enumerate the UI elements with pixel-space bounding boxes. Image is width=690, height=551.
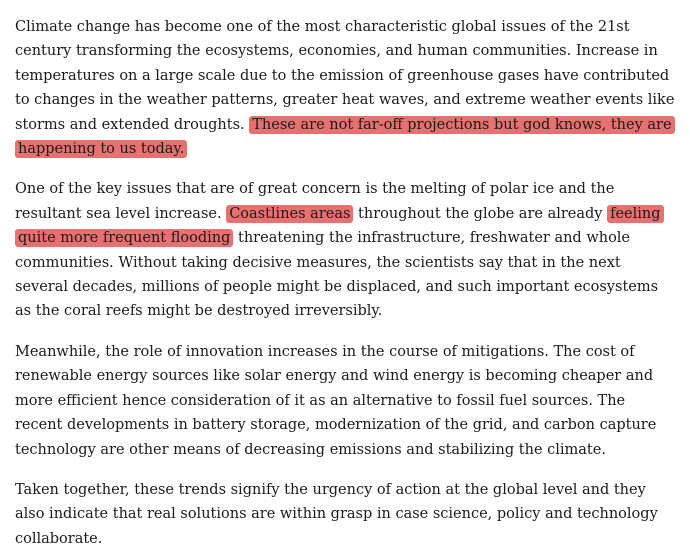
text-segment: One of the key issues that are of great concern is the melting of polar ice and the resultant sea level increase.	[15, 181, 615, 222]
paragraph-3	[15, 340, 676, 462]
paragraph-4	[15, 478, 676, 551]
highlighted-text: These are not far-off projections but god knows, they are happening to us today.	[15, 116, 675, 158]
highlighted-text: Coastlines areas	[226, 205, 353, 223]
text-segment: throughout the globe are already	[353, 205, 608, 222]
text-segment: Climate change has become one of the most characteristic global issues of the 21st century transforming the ecosystems, economies, and human communities. Increase in temperatures on a large scale due to the emission of greenhouse gases have contributed to changes in the weather patterns, greater heat waves, and extreme weather events like storms and extended droughts.	[15, 19, 675, 133]
text-segment: Meanwhile, the role of innovation increases in the course of mitigations. The cost of renewable energy sources like solar energy and wind energy is becoming cheaper and more efficient hence consideration of it as an alternative to fossil fuel sources. The recent developments in battery storage, modernization of the grid, and carbon capture technology are other means of decreasing emissions and stabilizing the climate.	[15, 343, 657, 458]
text-segment: threatening the infrastructure, freshwater and whole communities. Without taking decisive measures, the scientists say that in the next several decades, millions of people might be displaced, and such important ecosystems as the coral reefs might be destroyed irreversibly.	[15, 230, 659, 320]
text-segment: Taken together, these trends signify the urgency of action at the global level and they also indicate that real solutions are within grasp in case science, policy and technology collaborate.	[15, 481, 658, 547]
paragraph-1	[15, 15, 676, 161]
highlighted-text: feeling quite more frequent flooding	[15, 205, 664, 247]
paragraph-2	[15, 177, 676, 323]
